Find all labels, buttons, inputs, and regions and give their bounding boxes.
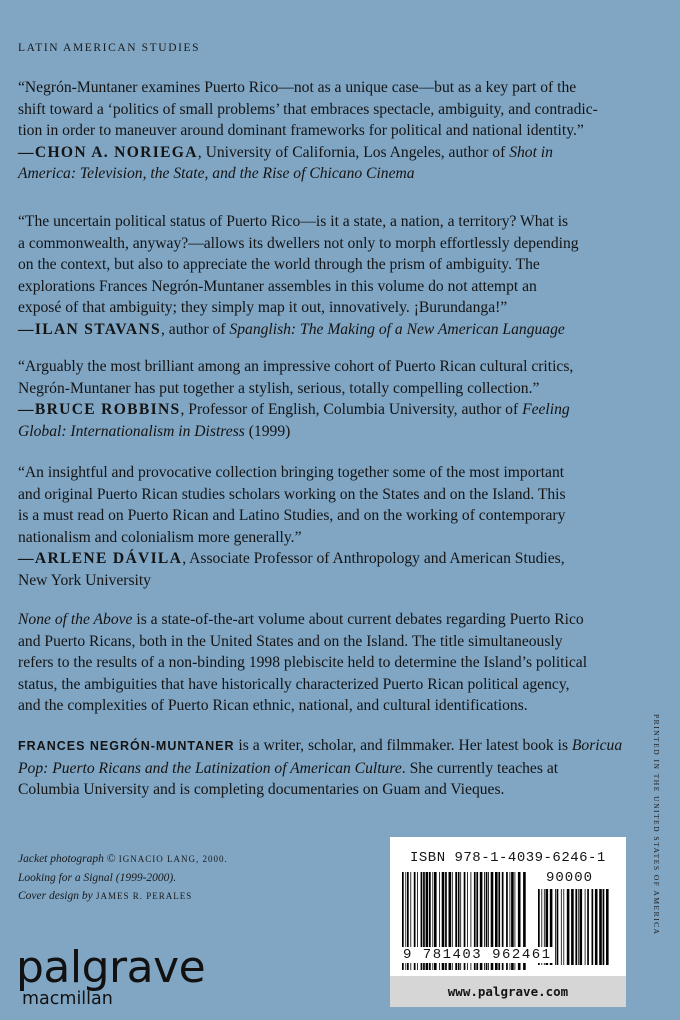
- blurb-line: Negrón-Muntaner has put together a stylish, serious, totally compelling collection.”: [18, 379, 540, 397]
- blurb-line: “An insightful and provocative collection bringing together some of the most important: [18, 464, 565, 481]
- blurb-line: and original Puerto Rican studies scholars working on the States and on the Island. This: [18, 485, 566, 503]
- blurb: [18, 77, 630, 185]
- design-credit: Cover design by JAMES R. PERALES: [18, 890, 193, 902]
- blurb-attribution: —ILAN STAVANS, author of Spanglish: The Making of a New American Language: [18, 320, 565, 338]
- description-line: and the complexities of Puerto Rican ethnic, national, and cultural identifications.: [18, 697, 528, 715]
- author-bio-line: Columbia University and is completing documentaries on Guam and Vieques.: [18, 781, 505, 799]
- blurb-attribution-cont: America: Television, the State, and the Rise of Chicano Cinema: [18, 165, 415, 183]
- isbn-text: ISBN 978-1-4039-6246-1: [410, 850, 606, 866]
- barcode-box: [390, 837, 626, 1007]
- blurb-line: “Negrón-Muntaner examines Puerto Rico—not as a unique case—but as a key part of the: [18, 79, 577, 96]
- publisher-imprint: macmillan: [22, 989, 113, 1009]
- blurb-author-name: —ILAN STAVANS: [18, 320, 161, 338]
- book-title: None of the Above: [18, 611, 133, 628]
- description-line: status, the ambiguities that have historically characterized Puerto Rican political agency,: [18, 675, 570, 693]
- blurb-author-name: —BRUCE ROBBINS: [18, 401, 181, 419]
- description-line: and Puerto Ricans, both in the United States and on the Island. The title simultaneously: [18, 632, 563, 650]
- blurb-attribution-cont: Global: Internationalism in Distress (1999): [18, 422, 291, 440]
- cover-credits: [18, 850, 228, 906]
- blurb-attribution-cont: New York University: [18, 571, 151, 589]
- author-bio-line: Pop: Puerto Ricans and the Latinization of American Culture. She currently teaches at: [18, 759, 559, 777]
- photo-credit: Jacket photograph © IGNACIO LANG, 2000.: [18, 853, 228, 865]
- blurb-line: tion in order to maneuver around dominant frameworks for political and national identity.”: [18, 122, 584, 140]
- blurb-author-name: —ARLENE DÁVILA: [18, 550, 183, 568]
- publisher-logo: [16, 942, 216, 1009]
- blurb-line: shift toward a ‘politics of small problems’ that embraces spectacle, ambiguity, and contradic-: [18, 100, 598, 118]
- blurb-line: “The uncertain political status of Puerto Rico—is it a state, a nation, a territory? What is: [18, 213, 569, 230]
- blurb-line: on the context, but also to appreciate the world through the prism of ambiguity. The: [18, 256, 540, 274]
- blurb: [18, 462, 630, 592]
- series-label: LATIN AMERICAN STUDIES: [18, 42, 201, 54]
- blurb-author-name: —CHON A. NORIEGA: [18, 143, 198, 161]
- blurb: [18, 211, 630, 341]
- blurb-attribution: —ARLENE DÁVILA, Associate Professor of Anthropology and American Studies,: [18, 550, 565, 568]
- blurb: [18, 356, 630, 442]
- blurb-line: “Arguably the most brilliant among an impressive cohort of Puerto Rican cultural critics,: [18, 358, 574, 375]
- author-bio: [18, 735, 630, 801]
- book-description: [18, 609, 630, 717]
- ean-number: 9 781403 962461: [400, 947, 555, 963]
- photo-title: Looking for a Signal (1999-2000).: [18, 871, 177, 884]
- publisher-url: www.palgrave.com: [390, 976, 626, 1007]
- price-code-text: 90000: [546, 870, 594, 886]
- author-bio-line: FRANCES NEGRÓN-MUNTANER is a writer, scholar, and filmmaker. Her latest book is Boricua: [18, 737, 623, 754]
- printed-in-note: PRINTED IN THE UNITED STATES OF AMERICA: [652, 714, 661, 936]
- blurb-line: nationalism and colonialism more generally.”: [18, 528, 302, 546]
- publisher-name: palgrave: [16, 942, 206, 993]
- author-name: FRANCES NEGRÓN-MUNTANER: [18, 739, 235, 753]
- description-line: refers to the results of a non-binding 1998 plebiscite held to determine the Island’s political: [18, 654, 588, 672]
- blurb-line: a commonwealth, anyway?—allows its dwellers not only to morph effortlessly depending: [18, 234, 579, 252]
- blurb-line: explorations Frances Negrón-Muntaner assembles in this volume do not attempt an: [18, 277, 537, 295]
- blurb-attribution: —BRUCE ROBBINS, Professor of English, Columbia University, author of Feeling: [18, 401, 570, 419]
- blurb-line: exposé of that ambiguity; they simply map it out, innovatively. ¡Burundanga!”: [18, 299, 508, 317]
- blurb-line: is a must read on Puerto Rican and Latino Studies, and on the working of contemporary: [18, 507, 566, 525]
- description-line: None of the Above is a state-of-the-art volume about current debates regarding Puerto Rico: [18, 611, 584, 628]
- blurb-attribution: —CHON A. NORIEGA, University of California, Los Angeles, author of Shot in: [18, 143, 553, 161]
